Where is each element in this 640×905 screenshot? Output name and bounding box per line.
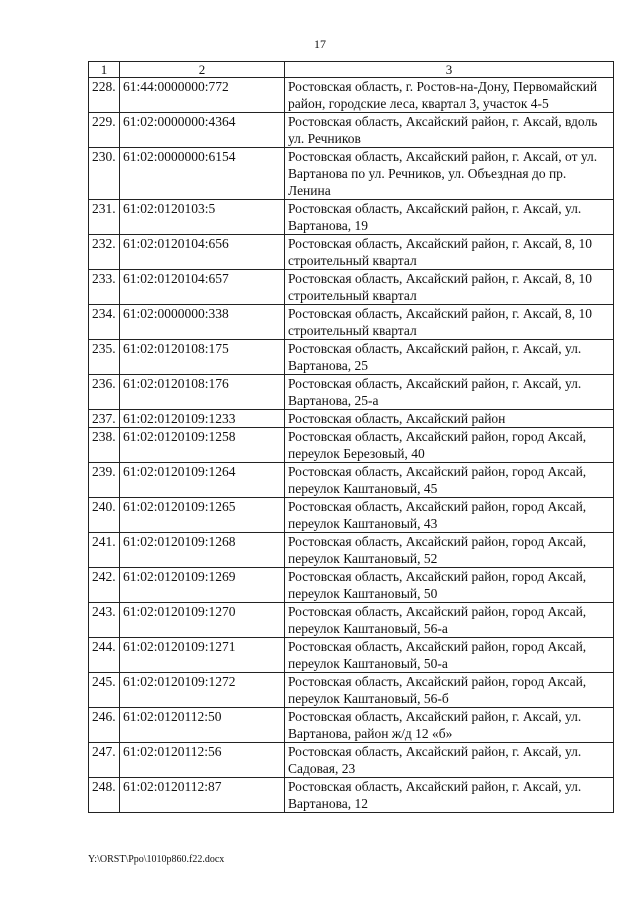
cadastral-number: 61:02:0120109:1268 <box>120 533 285 568</box>
table-header <box>89 62 614 78</box>
address-cell: Ростовская область, Аксайский район, г. Аксай, ул. Вартанова, 19 <box>285 200 614 235</box>
table-row <box>89 498 614 533</box>
row-number: 247. <box>89 743 120 778</box>
address-cell: Ростовская область, г. Ростов-на-Дону, Первомайский район, городские леса, квартал 3, участок 4-5 <box>285 78 614 113</box>
row-number: 239. <box>89 463 120 498</box>
address-cell: Ростовская область, Аксайский район, город Аксай, переулок Каштановый, 50 <box>285 568 614 603</box>
cadastral-number: 61:02:0120109:1272 <box>120 673 285 708</box>
header-col-3: 3 <box>285 62 614 78</box>
cadastral-number: 61:44:0000000:772 <box>120 78 285 113</box>
row-number: 233. <box>89 270 120 305</box>
table-row <box>89 533 614 568</box>
cadastral-number: 61:02:0120103:5 <box>120 200 285 235</box>
address-cell: Ростовская область, Аксайский район, г. Аксай, вдоль ул. Речников <box>285 113 614 148</box>
cadastral-number: 61:02:0120104:656 <box>120 235 285 270</box>
cadastral-number: 61:02:0120108:175 <box>120 340 285 375</box>
address-cell: Ростовская область, Аксайский район, город Аксай, переулок Каштановый, 52 <box>285 533 614 568</box>
cadastral-table <box>88 61 614 813</box>
row-number: 236. <box>89 375 120 410</box>
row-number: 228. <box>89 78 120 113</box>
table-row <box>89 148 614 200</box>
cadastral-number: 61:02:0120109:1265 <box>120 498 285 533</box>
address-cell: Ростовская область, Аксайский район, город Аксай, переулок Каштановый, 56-б <box>285 673 614 708</box>
row-number: 241. <box>89 533 120 568</box>
address-cell: Ростовская область, Аксайский район, город Аксай, переулок Каштановый, 56-а <box>285 603 614 638</box>
address-cell: Ростовская область, Аксайский район <box>285 410 614 428</box>
table-body <box>89 78 614 813</box>
table-row <box>89 603 614 638</box>
address-cell: Ростовская область, Аксайский район, г. Аксай, ул. Вартанова, 25 <box>285 340 614 375</box>
table-row <box>89 78 614 113</box>
cadastral-number: 61:02:0120109:1233 <box>120 410 285 428</box>
address-cell: Ростовская область, Аксайский район, г. Аксай, 8, 10 строительный квартал <box>285 270 614 305</box>
table-row <box>89 200 614 235</box>
row-number: 234. <box>89 305 120 340</box>
table-row <box>89 428 614 463</box>
cadastral-number: 61:02:0120109:1269 <box>120 568 285 603</box>
address-cell: Ростовская область, Аксайский район, г. Аксай, 8, 10 строительный квартал <box>285 235 614 270</box>
address-cell: Ростовская область, Аксайский район, г. Аксай, от ул. Вартанова по ул. Речников, ул. Объездная до пр. Ленина <box>285 148 614 200</box>
address-cell: Ростовская область, Аксайский район, город Аксай, переулок Каштановый, 50-а <box>285 638 614 673</box>
address-cell: Ростовская область, Аксайский район, г. Аксай, ул. Вартанова, район ж/д 12 «б» <box>285 708 614 743</box>
cadastral-number: 61:02:0120109:1264 <box>120 463 285 498</box>
cadastral-number: 61:02:0000000:338 <box>120 305 285 340</box>
table-row <box>89 340 614 375</box>
table-row <box>89 778 614 813</box>
table-row <box>89 375 614 410</box>
row-number: 248. <box>89 778 120 813</box>
address-cell: Ростовская область, Аксайский район, город Аксай, переулок Каштановый, 45 <box>285 463 614 498</box>
address-cell: Ростовская область, Аксайский район, г. Аксай, ул. Вартанова, 25-а <box>285 375 614 410</box>
row-number: 242. <box>89 568 120 603</box>
cadastral-number: 61:02:0120112:87 <box>120 778 285 813</box>
address-cell: Ростовская область, Аксайский район, г. Аксай, ул. Садовая, 23 <box>285 743 614 778</box>
row-number: 231. <box>89 200 120 235</box>
row-number: 238. <box>89 428 120 463</box>
address-cell: Ростовская область, Аксайский район, город Аксай, переулок Березовый, 40 <box>285 428 614 463</box>
cadastral-number: 61:02:0120108:176 <box>120 375 285 410</box>
row-number: 243. <box>89 603 120 638</box>
header-col-1: 1 <box>89 62 120 78</box>
row-number: 246. <box>89 708 120 743</box>
cadastral-number: 61:02:0000000:4364 <box>120 113 285 148</box>
table-row <box>89 235 614 270</box>
address-cell: Ростовская область, Аксайский район, г. Аксай, 8, 10 строительный квартал <box>285 305 614 340</box>
cadastral-number: 61:02:0120109:1258 <box>120 428 285 463</box>
table-row <box>89 568 614 603</box>
table-row <box>89 305 614 340</box>
file-path: Y:\ORST\Ppo\1010p860.f22.docx <box>88 854 225 865</box>
table-row <box>89 673 614 708</box>
cadastral-number: 61:02:0120109:1270 <box>120 603 285 638</box>
row-number: 230. <box>89 148 120 200</box>
row-number: 244. <box>89 638 120 673</box>
table-row <box>89 743 614 778</box>
cadastral-number: 61:02:0120109:1271 <box>120 638 285 673</box>
table-row <box>89 638 614 673</box>
cadastral-number: 61:02:0120104:657 <box>120 270 285 305</box>
table-row <box>89 410 614 428</box>
table-row <box>89 270 614 305</box>
table-row <box>89 113 614 148</box>
table-row <box>89 708 614 743</box>
row-number: 240. <box>89 498 120 533</box>
header-row <box>89 62 614 78</box>
row-number: 232. <box>89 235 120 270</box>
cadastral-number: 61:02:0000000:6154 <box>120 148 285 200</box>
table-row <box>89 463 614 498</box>
header-col-2: 2 <box>120 62 285 78</box>
row-number: 229. <box>89 113 120 148</box>
address-cell: Ростовская область, Аксайский район, г. Аксай, ул. Вартанова, 12 <box>285 778 614 813</box>
row-number: 237. <box>89 410 120 428</box>
page-number: 17 <box>314 37 326 51</box>
row-number: 245. <box>89 673 120 708</box>
row-number: 235. <box>89 340 120 375</box>
cadastral-number: 61:02:0120112:50 <box>120 708 285 743</box>
cadastral-number: 61:02:0120112:56 <box>120 743 285 778</box>
address-cell: Ростовская область, Аксайский район, город Аксай, переулок Каштановый, 43 <box>285 498 614 533</box>
